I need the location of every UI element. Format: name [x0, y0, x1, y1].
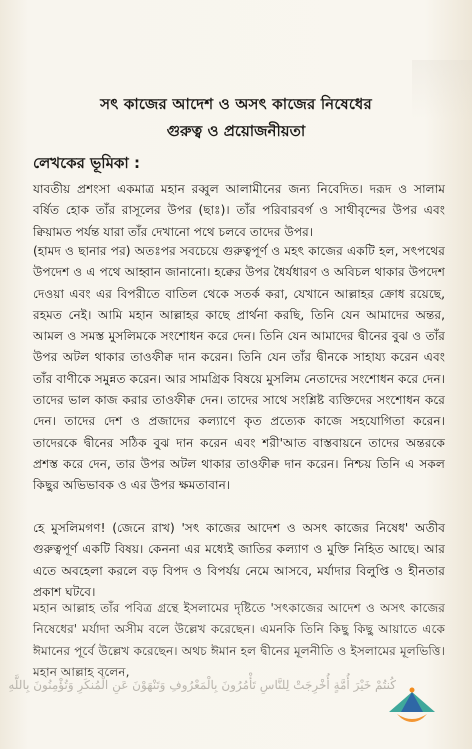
section-heading: লেখকের ভূমিকা :: [33, 154, 140, 172]
title-line-2: গুরুত্ব ও প্রয়োজনীয়তা: [166, 122, 306, 140]
paragraph-4: মহান আল্লাহ তাঁর পবিত্র গ্রন্থে ইসলামের দৃষ্টিতে 'সৎকাজের আদেশ ও অসৎ কাজের নিষেধের' মর্যাদা অসীম বলে উল্লেখ করেছেন। এমনকি তিনি কিছু কিছু আয়াতে একে ঈমানের পূর্বে উল্লেখ করেছেন। অথচ ঈমান হল দ্বীনের মূলনীতি ও ইসলামের মূলভিত্তি। মহান আল্লাহ বলেন,: [33, 601, 445, 679]
paragraph-3: হে মুসলিমগণ! (জেনে রাখ) 'সৎ কাজের আদেশ ও অসৎ কাজের নিষেধ' অতীব গুরুত্বপূর্ণ একটি বিষয়। কেননা এর মধ্যেই জাতির কল্যাণ ও মুক্তি নিহিত আছে। আর এতে অবহেলা করলে বড় বিপদ ও বিপর্যয় নেমে আসবে, মর্যাদার বিলুপ্তি ও হীনতার প্রকাশ ঘটবে।: [33, 521, 445, 599]
paragraph-1: যাবতীয় প্রশংসা একমাত্র মহান রব্বুল আলামীনের জন্য নিবেদিত। দরূদ ও সালাম বর্ষিত হোক তাঁর রাসূলের উপর (ছাঃ)। তাঁর পরিবারবর্গ ও সাথীবৃন্দের উপর এবং ক্বিয়ামত পর্যন্ত যারা তাঁর দেখানো পথে চলবে তাদের উপর।: [33, 182, 445, 239]
title-line-1: সৎ কাজের আদেশ ও অসৎ কাজের নিষেধের: [100, 95, 372, 113]
paragraph-2: (হামদ ও ছানার পর) অতঃপর সবচেয়ে গুরুত্বপূর্ণ ও মহৎ কাজের একটি হল, সৎপথের উপদেশ ও এ পথে আহ্বান জানানো। হক্বের উপর ধৈর্যধারণ ও অবিচল থাকার উপদেশ দেওয়া এবং এর বিপরীতে বাতিল থেকে সতর্ক করা, যেখানে আল্লাহর ক্রোধ রয়েছে, রহমত নেই। আমি মহান আল্লাহর কাছে প্রার্থনা করছি, তিনি যেন আমাদের অন্তর, আমল ও সমস্ত মুসলিমকে সংশোধন করে দেন। তিনি যেন আমাদের দ্বীনের বুঝ ও তাঁর উপর অটল থাকার তাওফীক্ব দান করেন। তিনি যেন তাঁর দ্বীনকে সাহায্য করেন এবং তাঁর বাণীকে সমুন্নত করেন। আর সামগ্রিক বিষয়ে মুসলিম নেতাদের সংশোধন করে দেন। তাদের ভাল কাজ করার তাওফীক্ব দেন। তাদের সাথে সংশ্লিষ্ট ব্যক্তিদের সংশোধন করে দেন। তাদের দেশ ও প্রজাদের কল্যাণে কৃত প্রত্যেক কাজে সহযোগিতা করেন। তাদেরকে দ্বীনের সঠিক বুঝ দান করেন এবং শরী'আত বাস্তবায়নে তাদের অন্তরকে প্রশস্ত করে দেন, তার উপর অটল থাকার তাওফীক্ব দান করেন। নিশ্চয় তিনি এ সকল কিছুর অভিভাবক ও এর উপর ক্ষমতাবান।: [33, 244, 445, 493]
watermark-logo-icon: [383, 682, 441, 730]
arabic-verse: كُنتُمْ خَيْرَ أُمَّةٍ أُخْرِجَتْ لِلنَّاسِ تَأْمُرُونَ بِالْمَعْرُوفِ وَتَنْهَوْنَ عَنِ الْمُنكَرِ وَتُؤْمِنُونَ بِاللَّهِ: [8, 678, 396, 692]
